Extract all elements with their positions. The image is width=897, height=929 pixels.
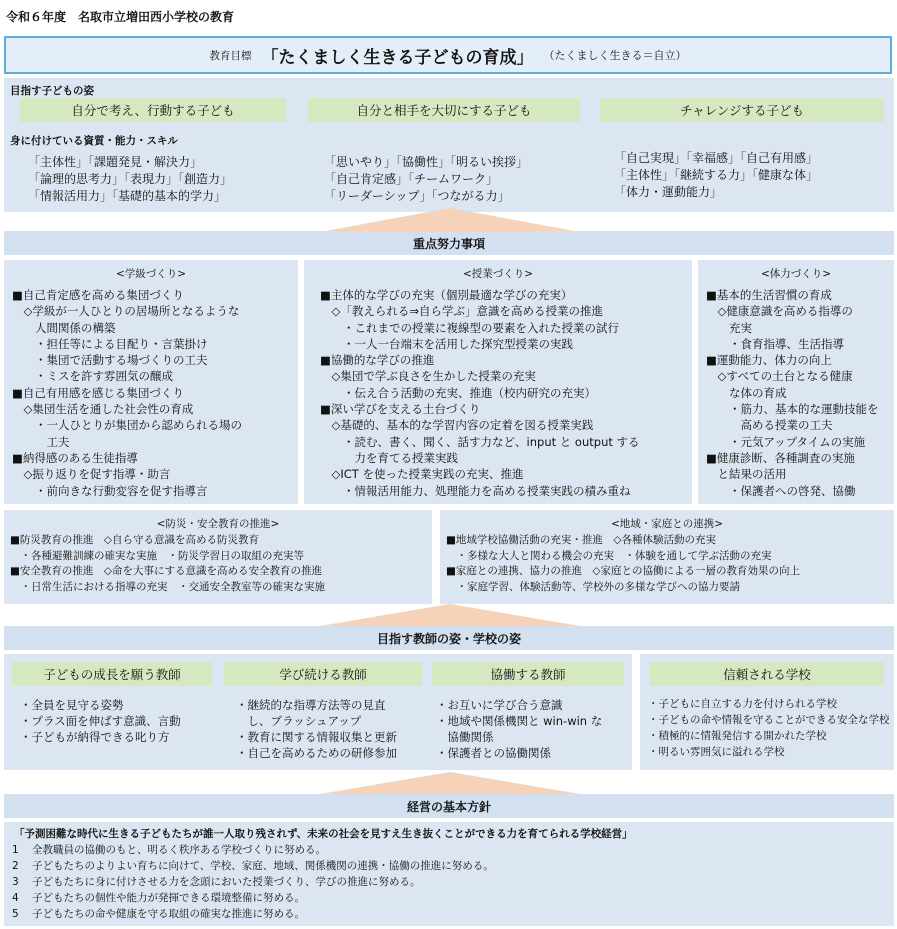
school-card-title: 信頼される学校 <box>650 662 884 686</box>
policy-item <box>12 890 494 906</box>
card-line: ・教育に関する情報収集と更新 <box>236 730 397 744</box>
fitness-building-line: ■基本的生活習慣の育成 <box>706 288 832 302</box>
fitness-building-line: ・筋力、基本的な運動技能を <box>706 402 879 417</box>
card-line: ・子どもに自立する力を付けられる学校 <box>648 698 837 710</box>
card-line: ・積極的に情報発信する開かれた学校 <box>648 730 827 742</box>
skills-column-2 <box>324 154 528 205</box>
education-goal-box <box>4 36 892 74</box>
safety-list <box>10 533 325 595</box>
safety-line: ■防災教育の推進 ◇自ら守る意識を高める防災教育 <box>10 534 259 546</box>
lesson-building-line: ■主体的な学びの充実（個別最適な学びの充実） <box>320 288 573 302</box>
fitness-building-line: 充実 <box>706 320 752 335</box>
fitness-building-line: ◇すべての土台となる健康 <box>706 369 853 384</box>
teacher-card-list-1 <box>20 697 181 745</box>
class-building-line: ・前向きな行動変容を促す指導言 <box>12 483 208 498</box>
community-list <box>446 533 800 595</box>
policy-item-number: 5 <box>12 908 19 920</box>
card-line: ・自己を高めるための研修参加 <box>236 746 397 760</box>
skill-line: 「情報活用力」「基礎的基本的学力」 <box>28 189 227 203</box>
card-line: ・明るい雰囲気に溢れる学校 <box>648 746 785 758</box>
policy-item-number: 3 <box>12 876 19 888</box>
lesson-building-line: ・情報活用能力、処理能力を高める授業実践の積み重ね <box>320 483 631 498</box>
safety-line: ・各種避難訓練の確実な実施 ・防災学習日の取組の充実等 <box>10 549 304 562</box>
skills-label: 身に付けている資質・能力・スキル <box>10 135 178 147</box>
fitness-building-line: ◇健康意識を高める指導の <box>706 304 853 319</box>
skill-line: 「論理的思考力」「表現力」「創造力」 <box>28 172 233 186</box>
skill-line: 「思いやり」「協働性」「明るい挨拶」 <box>324 155 529 169</box>
policy-main: 「予測困難な時代に生きる子どもたちが誰一人取り残されず、未来の社会を見すえ生き抜くことができる力を育てられる学校経営」 <box>14 828 633 840</box>
school-card-list <box>648 696 890 760</box>
safety-line: ■安全教育の推進 ◇命を大事にする意識を高める安全教育の推進 <box>10 565 322 577</box>
ideal-child-1: 自分で考え、行動する子ども <box>20 98 286 122</box>
policy-item <box>12 842 494 858</box>
card-line: ・子どもの命や情報を守ることができる安全な学校 <box>648 714 890 726</box>
ideal-children-label: 目指す子どもの姿 <box>10 85 94 97</box>
skill-line: 「自己実現」「幸福感」「自己有用感」 <box>614 151 819 165</box>
class-building-line: 人間関係の構築 <box>12 320 116 335</box>
fitness-building-line: な体の育成 <box>706 385 787 400</box>
page-title: 令和６年度 名取市立増田西小学校の教育 <box>6 10 235 24</box>
class-building-line: ◇振り返りを促す指導・助言 <box>12 467 171 482</box>
ideal-child-2: 自分と相手を大切にする子ども <box>308 98 580 122</box>
ideal-child-3: チャレンジする子ども <box>600 98 884 122</box>
fitness-building-line: ・元気アップタイムの実施 <box>706 434 866 449</box>
card-line: ・子どもが納得できる叱り方 <box>20 730 170 744</box>
card-line: ・お互いに学び合う意識 <box>436 698 563 712</box>
teachers-header: 目指す教師の姿・学校の姿 <box>4 626 894 650</box>
teacher-card-list-3 <box>436 697 602 761</box>
fitness-building-line: ■運動能力、体力の向上 <box>706 353 832 368</box>
class-building-line: ◇集団生活を通した社会性の育成 <box>12 402 194 417</box>
class-building-line: ・一人ひとりが集団から認められる場の <box>12 418 242 433</box>
up-arrow-icon <box>320 604 580 626</box>
card-line: 協働関係 <box>436 730 494 744</box>
goal-note: （たくましく生きる＝自立） <box>543 49 687 62</box>
class-building-line: ■自己有用感を感じる集団づくり <box>12 385 184 400</box>
lesson-building-line: ◇ICT を使った授業実践の充実、推進 <box>320 467 524 482</box>
card-line: ・地域や関係機関と win-win な <box>436 714 603 728</box>
policy-item-text: 子どもたちの個性や能力が発揮できる環境整備に努める。 <box>32 892 305 904</box>
skill-line: 「主体性」「継続する力」「健康な体」 <box>614 168 819 182</box>
lesson-building-list <box>320 287 640 499</box>
policy-item <box>12 874 494 890</box>
class-building-line: ・担任等による目配り・言葉掛け <box>12 336 208 351</box>
safety-title: <防災・安全教育の推進> <box>156 518 280 530</box>
community-line: ■家庭との連携、協力の推進 ◇家庭との協働による一層の教育効果の向上 <box>446 565 800 577</box>
policy-item-text: 子どもたちのよりよい育ちに向けて、学校、家庭、地域、関係機関の連携・協働の推進に努める。 <box>32 860 494 872</box>
class-building-title: <学級づくり> <box>115 268 187 280</box>
policy-item <box>12 858 494 874</box>
lesson-building-line: ◇集団で学ぶ良さを生かした授業の充実 <box>320 369 536 384</box>
lesson-building-line: ・伝え合う活動の充実、推進（校内研究の充実） <box>320 385 596 400</box>
card-line: ・全員を見守る姿勢 <box>20 698 124 712</box>
fitness-building-line: ・食育指導、生活指導 <box>706 336 844 351</box>
skills-column-3 <box>614 150 818 201</box>
policy-item-text: 全教職員の協働のもと、明るく秩序ある学校づくりに努める。 <box>32 844 326 856</box>
policy-header: 経営の基本方針 <box>4 794 894 818</box>
card-line: し、ブラッシュアップ <box>236 714 362 728</box>
skill-line: 「自己肯定感」「チームワーク」 <box>324 172 499 186</box>
skill-line: 「体力・運動能力」 <box>614 185 723 199</box>
teacher-card-list-2 <box>236 697 397 761</box>
class-building-line: ・ミスを許す雰囲気の醸成 <box>12 369 173 384</box>
community-line: ・家庭学習、体験活動等、学校外の多様な学びへの協力要請 <box>446 580 740 593</box>
policy-item-number: 1 <box>12 844 19 856</box>
lesson-building-line: ◇基礎的、基本的な学習内容の定着を図る授業実践 <box>320 418 594 433</box>
skill-line: 「主体性」「課題発見・解決力」 <box>28 155 203 169</box>
lesson-building-line: 力を育てる授業実践 <box>320 450 458 465</box>
lesson-building-line: ・読む、書く、聞く、話す力など、input と output する <box>320 434 640 449</box>
class-building-line: ■自己肯定感を高める集団づくり <box>12 288 184 302</box>
policy-list <box>12 842 494 922</box>
community-title: <地域・家庭との連携> <box>610 518 724 530</box>
class-building-line: ■納得感のある生徒指導 <box>12 450 138 465</box>
policy-item <box>12 906 494 922</box>
lesson-building-line: ■協働的な学びの推進 <box>320 353 435 368</box>
class-building-line: ・集団で活動する場づくりの工夫 <box>12 353 208 368</box>
policy-item-text: 子どもたちの命や健康を守る取組の確実な推進に努める。 <box>32 908 305 920</box>
skill-line: 「リーダーシップ」「つながる力」 <box>324 189 510 203</box>
goal-main: 「たくましく生きる子どもの育成」 <box>261 47 534 68</box>
lesson-building-line: ■深い学びを支える土台づくり <box>320 402 481 417</box>
community-line: ・多様な大人と関わる機会の充実 ・体験を通して学ぶ活動の充実 <box>446 549 772 562</box>
fitness-building-line: ・保護者への啓発、協働 <box>706 483 856 498</box>
class-building-list <box>12 287 242 499</box>
lesson-building-line: ◇「教えられる⇒自ら学ぶ」意識を高める授業の推進 <box>320 304 603 319</box>
skills-column-1 <box>28 154 232 205</box>
class-building-line: ◇学級が一人ひとりの居場所となるような <box>12 304 240 319</box>
fitness-building-title: <体力づくり> <box>760 268 832 280</box>
fitness-building-line: と結果の活用 <box>706 467 787 482</box>
teacher-card-title-1: 子どもの成長を願う教師 <box>12 662 212 686</box>
lesson-building-line: ・一人一台端末を活用した探究型授業の実践 <box>320 336 573 351</box>
card-line: ・保護者との協働関係 <box>436 746 551 760</box>
lesson-building-line: ・これまでの授業に複線型の要素を入れた授業の試行 <box>320 320 619 335</box>
teacher-card-title-2: 学び続ける教師 <box>224 662 422 686</box>
card-line: ・継続的な指導方法等の見直 <box>236 698 386 712</box>
up-arrow-icon <box>320 772 580 794</box>
fitness-building-line: 高める授業の工夫 <box>706 418 833 433</box>
lesson-building-title: <授業づくり> <box>462 268 534 280</box>
policy-item-number: 4 <box>12 892 19 904</box>
policy-item-number: 2 <box>12 860 19 872</box>
priority-header: 重点努力事項 <box>4 231 894 255</box>
teacher-card-title-3: 協働する教師 <box>432 662 624 686</box>
fitness-building-list <box>706 287 879 499</box>
fitness-building-line: ■健康診断、各種調査の実施 <box>706 450 855 465</box>
policy-item-text: 子どもたちに身に付けさせる力を念頭においた授業づくり、学びの推進に努める。 <box>32 876 421 888</box>
up-arrow-icon <box>320 208 580 232</box>
goal-label: 教育目標 <box>209 49 252 62</box>
class-building-line: 工夫 <box>12 434 70 449</box>
community-line: ■地域学校協働活動の充実・推進 ◇各種体験活動の充実 <box>446 534 716 546</box>
card-line: ・プラス面を伸ばす意識、言動 <box>20 714 181 728</box>
safety-line: ・日常生活における指導の充実 ・交通安全教室等の確実な実施 <box>10 580 325 593</box>
